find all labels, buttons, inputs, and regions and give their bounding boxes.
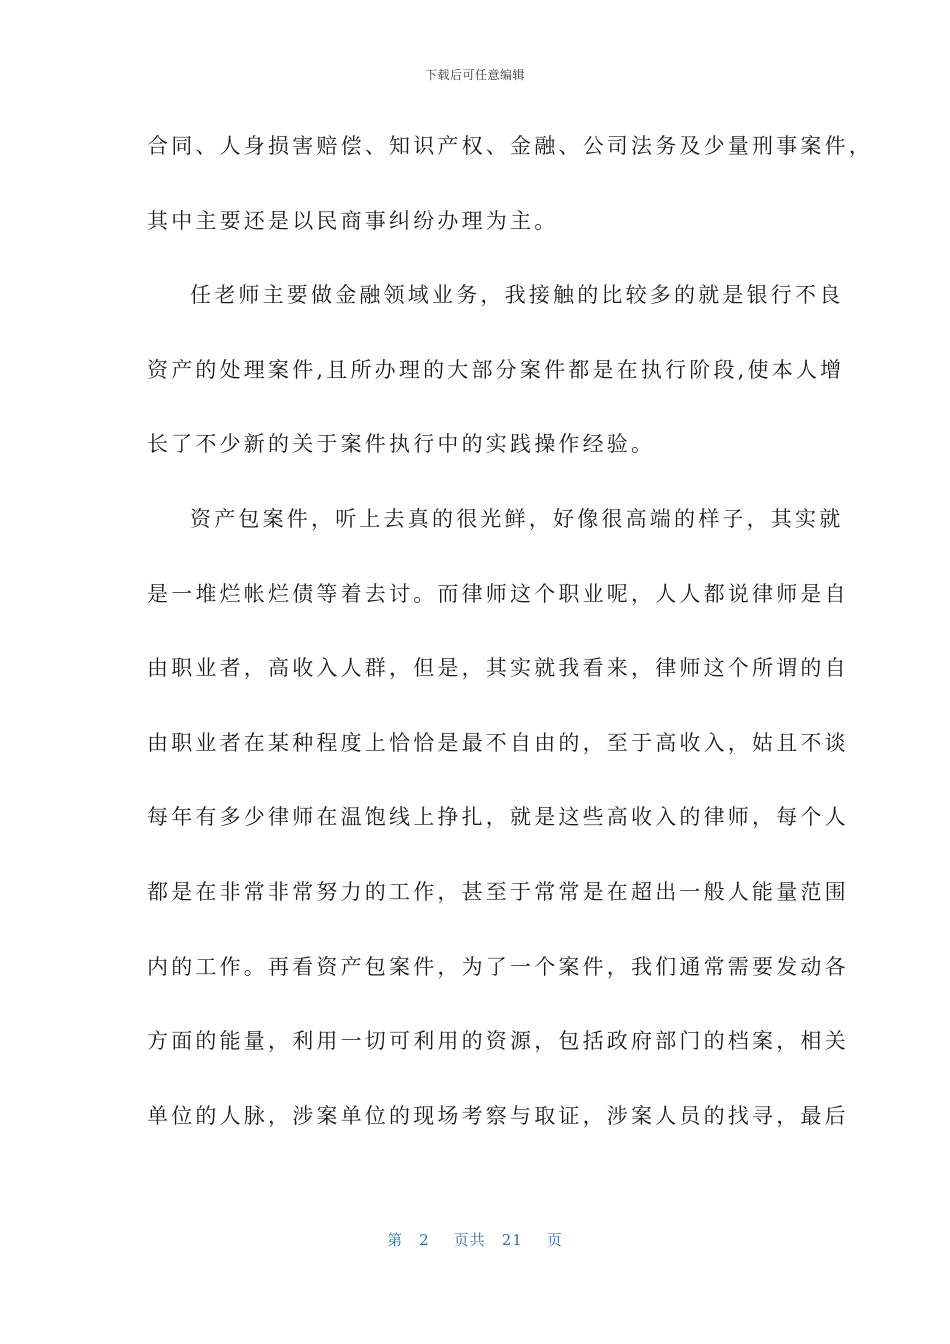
text-line: 合同、人身损害赔偿、知识产权、金融、公司法务及少量刑事案件， <box>147 134 873 158</box>
text-line: 每年有多少律师在温饱线上挣扎，就是这些高收入的律师，每个人 <box>147 805 849 830</box>
text-line: 资产的处理案件,且所办理的大部分案件都是在执行阶段,使本人增 <box>147 357 845 382</box>
page-total: 21 <box>501 1231 523 1249</box>
page-number: 2 <box>419 1231 430 1249</box>
text-line: 任老师主要做金融领域业务，我接触的比较多的就是银行不良 <box>190 283 844 308</box>
page-prefix: 第 <box>387 1231 404 1249</box>
text-line: 方面的能量，利用一切可利用的资源，包括政府部门的档案，相关 <box>147 1029 849 1054</box>
text-line: 长了不少新的关于案件执行中的实践操作经验。 <box>147 432 656 457</box>
text-line: 其中主要还是以民商事纠纷办理为主。 <box>147 208 559 233</box>
text-line: 是一堆烂帐烂债等着去讨。而律师这个职业呢，人人都说律师是自 <box>147 581 849 606</box>
text-line: 内的工作。再看资产包案件，为了一个案件，我们通常需要发动各 <box>147 954 849 979</box>
page-footer <box>0 1229 950 1250</box>
page-mid: 页共 <box>453 1231 486 1249</box>
text-line: 由职业者在某种程度上恰恰是最不自由的，至于高收入，姑且不谈 <box>147 730 849 755</box>
text-line: 都是在非常非常努力的工作，甚至于常常是在超出一般人能量范围 <box>147 879 849 904</box>
text-line: 资产包案件，听上去真的很光鲜，好像很高端的样子，其实就 <box>190 506 844 531</box>
text-line: 由职业者，高收入人群，但是，其实就我看来，律师这个所谓的自 <box>147 656 849 681</box>
page-suffix: 页 <box>546 1231 563 1249</box>
document-body <box>147 126 873 1170</box>
text-line: 单位的人脉，涉案单位的现场考察与取证，涉案人员的找寻，最后 <box>147 1103 849 1128</box>
page-header: 下载后可任意编辑 <box>424 68 525 82</box>
